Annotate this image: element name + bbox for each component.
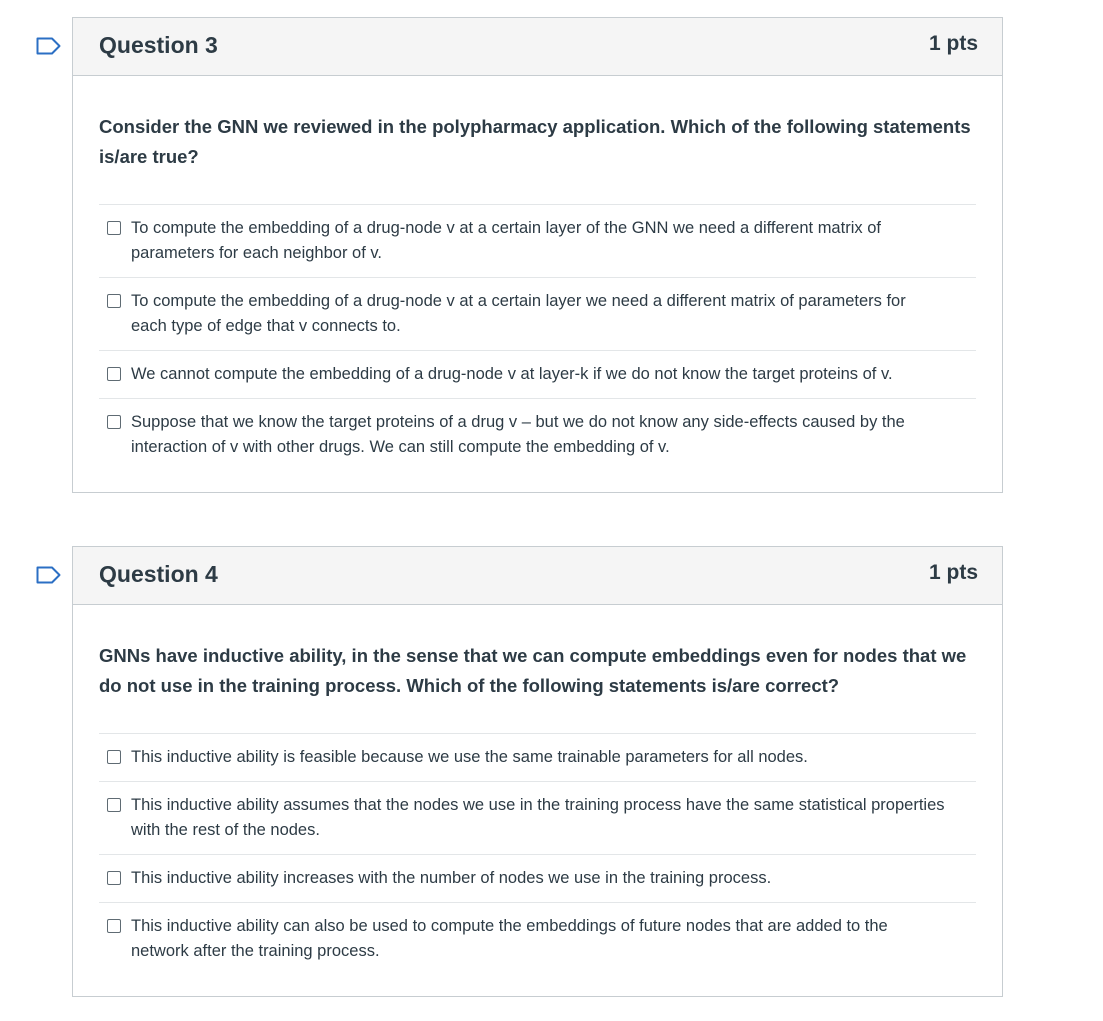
- answer-option[interactable]: [99, 855, 976, 903]
- checkbox-icon[interactable]: [107, 798, 121, 812]
- answer-option[interactable]: [99, 734, 976, 782]
- answer-label: This inductive ability assumes that the nodes we use in the training process have the same statistical properties with the rest of the nodes.: [131, 796, 945, 839]
- answer-option[interactable]: [99, 205, 976, 278]
- question-points: 1 pts: [928, 561, 978, 584]
- answer-label: We cannot compute the embedding of a drug-node v at layer-k if we do not know the target proteins of v.: [131, 365, 893, 383]
- checkbox-icon[interactable]: [107, 919, 121, 933]
- answer-option[interactable]: [99, 782, 976, 855]
- checkbox-icon[interactable]: [107, 294, 121, 308]
- question-text: Consider the GNN we reviewed in the polypharmacy application. Which of the following statements is/are true?: [99, 116, 971, 167]
- question-header: [73, 18, 1002, 76]
- question-title: Question 4: [99, 561, 218, 587]
- answer-label: To compute the embedding of a drug-node v at a certain layer of the GNN we need a different matrix of parameters for each neighbor of v.: [131, 219, 881, 262]
- question-text: GNNs have inductive ability, in the sense that we can compute embeddings even for nodes that we do not use in the training process. Which of the following statements is/are correct?: [99, 645, 967, 696]
- answer-option[interactable]: [99, 278, 976, 351]
- checkbox-icon[interactable]: [107, 367, 121, 381]
- question-points: 1 pts: [928, 32, 978, 55]
- answer-label: This inductive ability can also be used to compute the embeddings of future nodes that are added to the network after the training process.: [131, 917, 888, 960]
- answer-label: To compute the embedding of a drug-node v at a certain layer we need a different matrix of parameters for each type of edge that v connects to.: [131, 292, 906, 335]
- answer-label: This inductive ability increases with the number of nodes we use in the training process.: [131, 869, 772, 887]
- flag-question-icon[interactable]: [36, 566, 62, 584]
- question-4-card: [72, 546, 1003, 997]
- answer-label: Suppose that we know the target proteins of a drug v – but we do not know any side-effects caused by the interaction of v with other drugs. We can still compute the embedding of v.: [131, 413, 905, 456]
- checkbox-icon[interactable]: [107, 221, 121, 235]
- question-title: Question 3: [99, 32, 218, 58]
- flag-question-icon[interactable]: [36, 37, 62, 55]
- answer-option[interactable]: [99, 351, 976, 399]
- checkbox-icon[interactable]: [107, 415, 121, 429]
- question-header: [73, 547, 1002, 605]
- answer-option[interactable]: [99, 903, 976, 975]
- answer-option[interactable]: [99, 399, 976, 471]
- checkbox-icon[interactable]: [107, 750, 121, 764]
- question-body: [73, 76, 1002, 471]
- question-3-card: [72, 17, 1003, 493]
- checkbox-icon[interactable]: [107, 871, 121, 885]
- answer-label: This inductive ability is feasible because we use the same trainable parameters for all nodes.: [131, 748, 808, 766]
- answer-list: [99, 204, 976, 471]
- answer-list: [99, 733, 976, 975]
- question-body: [73, 605, 1002, 975]
